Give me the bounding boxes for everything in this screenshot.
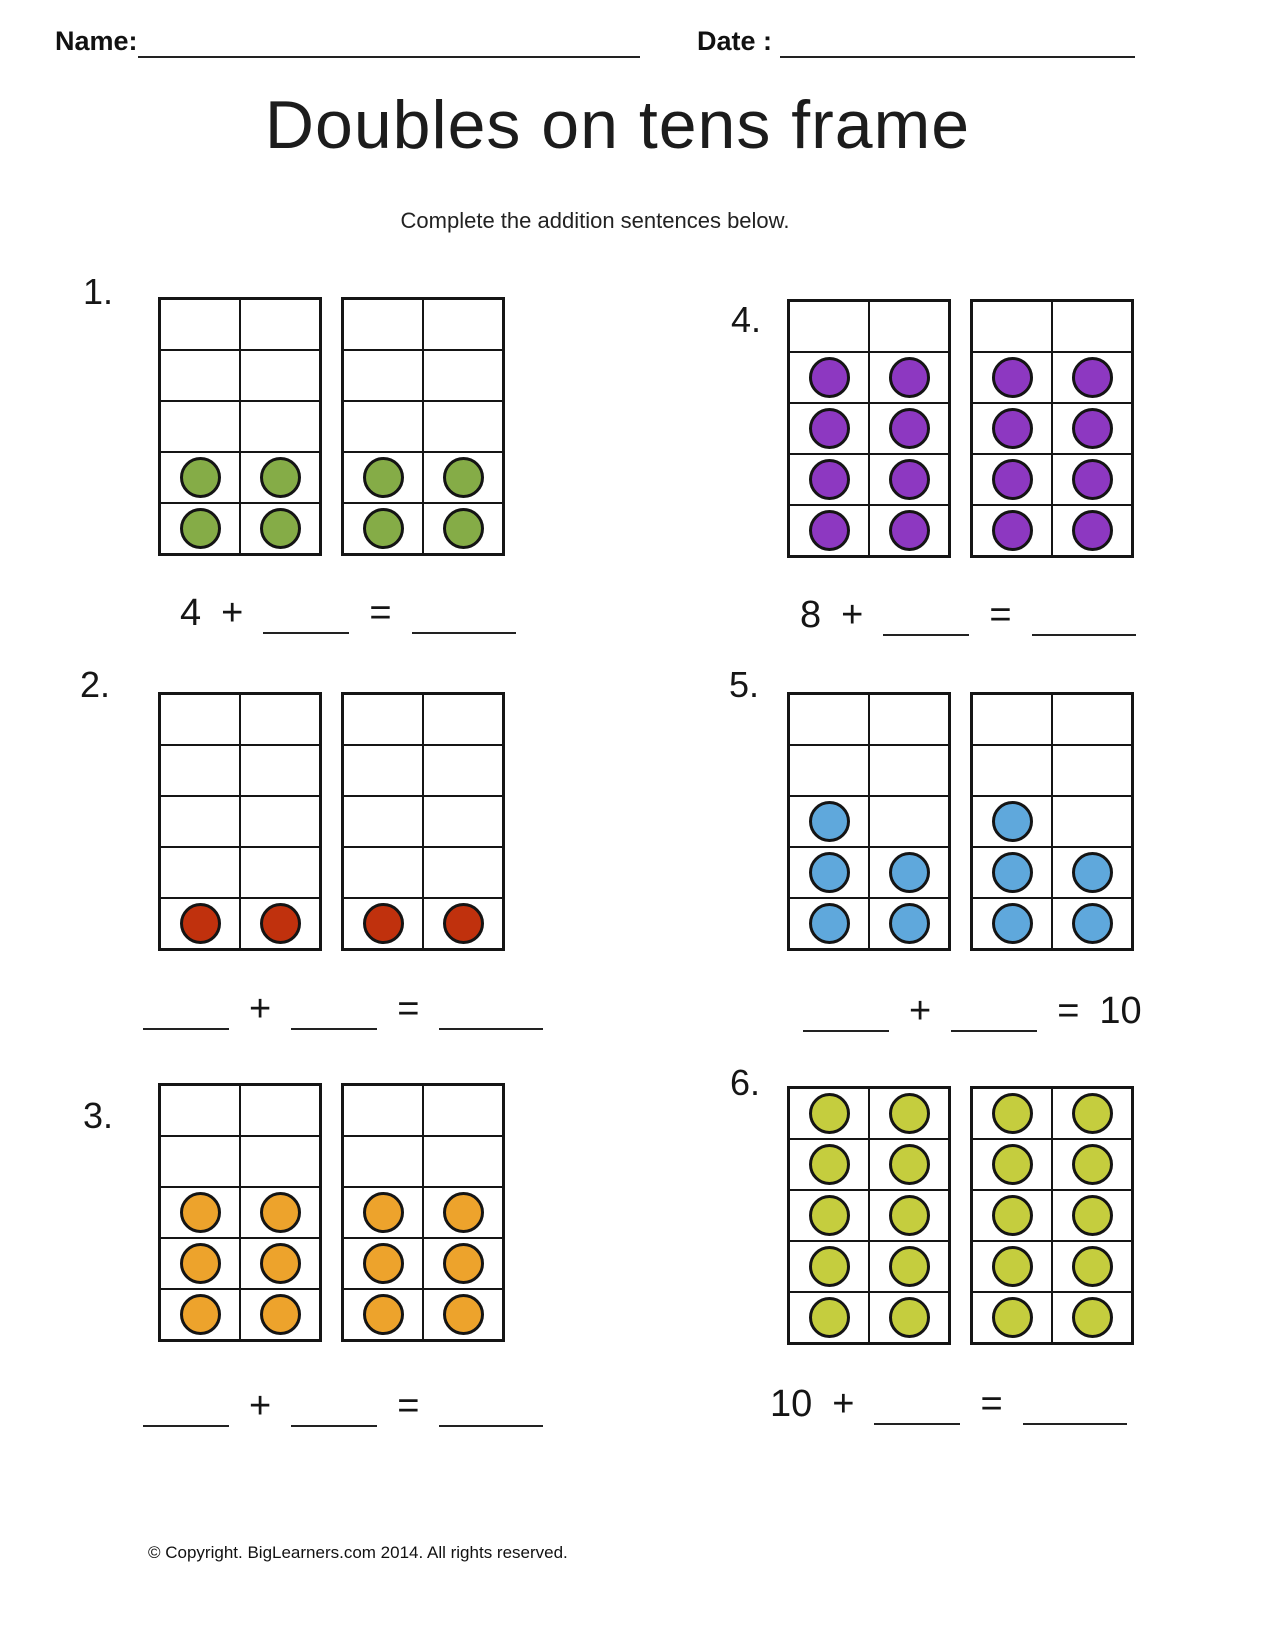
counter-dot (443, 1243, 484, 1284)
counter-dot (260, 1294, 301, 1335)
problem-5 (729, 664, 1134, 951)
instructions-text: Complete the addition sentences below. (400, 208, 790, 233)
frame-cell (344, 1137, 422, 1186)
counter-dot (260, 1243, 301, 1284)
counter-dot (992, 357, 1033, 398)
frame-cell (241, 1188, 319, 1237)
name-label: Name: (55, 26, 138, 56)
counter-dot (1072, 1144, 1113, 1185)
frame-cell (241, 848, 319, 897)
counter-dot (809, 1246, 850, 1287)
frame-cell (161, 1239, 239, 1288)
counter-dot (260, 903, 301, 944)
frame-cell (1053, 353, 1131, 402)
frame-cell (241, 453, 319, 502)
frame-cell (1053, 848, 1131, 897)
counter-dot (1072, 1195, 1113, 1236)
frame-cell (161, 1188, 239, 1237)
frame-cell (870, 1140, 948, 1189)
frame-cell (1053, 1140, 1131, 1189)
frame-cell (790, 899, 868, 948)
counter-dot (180, 1192, 221, 1233)
frame-cell (790, 506, 868, 555)
counter-dot (992, 408, 1033, 449)
tens-frame-right (341, 692, 505, 951)
frame-cell (870, 1089, 948, 1138)
answer-blank (883, 592, 969, 636)
frame-cell (973, 746, 1051, 795)
problem-number: 5. (729, 664, 760, 705)
frame-cell (241, 1086, 319, 1135)
frame-cell (870, 746, 948, 795)
counter-dot (809, 510, 850, 551)
answer-blank (263, 590, 349, 634)
frame-cell (790, 1140, 868, 1189)
counter-dot (992, 1246, 1033, 1287)
frame-cell (344, 300, 422, 349)
tens-frames-row (158, 297, 505, 556)
tens-frame-right (970, 299, 1134, 558)
counter-dot (1072, 510, 1113, 551)
plus-sign: + (249, 988, 272, 1031)
counter-dot (180, 1243, 221, 1284)
frame-cell (241, 1137, 319, 1186)
frame-cell (870, 899, 948, 948)
frame-cell (424, 848, 502, 897)
frame-cell (790, 455, 868, 504)
frame-cell (344, 746, 422, 795)
addition-sentence-1 (180, 590, 516, 634)
frame-cell (870, 1293, 948, 1342)
counter-dot (443, 903, 484, 944)
frame-cell (424, 453, 502, 502)
frame-cell (790, 695, 868, 744)
counter-dot (260, 508, 301, 549)
name-blank-line (138, 56, 640, 58)
counter-dot (1072, 1093, 1113, 1134)
frame-cell (973, 797, 1051, 846)
frame-cell (790, 848, 868, 897)
counter-dot (889, 1093, 930, 1134)
frame-cell (161, 848, 239, 897)
plus-sign: + (221, 592, 244, 635)
frame-cell (790, 746, 868, 795)
frame-cell (870, 455, 948, 504)
frame-cell (424, 1137, 502, 1186)
equals-sign: = (980, 1383, 1003, 1426)
counter-dot (992, 510, 1033, 551)
counter-dot (363, 1192, 404, 1233)
frame-cell (424, 1290, 502, 1339)
addition-sentence-6 (770, 1381, 1127, 1425)
frame-cell (870, 404, 948, 453)
frame-cell (344, 1290, 422, 1339)
tens-frame-right (341, 1083, 505, 1342)
counter-dot (180, 903, 221, 944)
equals-sign: = (397, 1385, 420, 1428)
frame-cell (973, 506, 1051, 555)
frame-cell (790, 797, 868, 846)
frame-cell (790, 1191, 868, 1240)
plus-sign: + (249, 1385, 272, 1428)
answer-blank (803, 988, 889, 1032)
frame-cell (1053, 797, 1131, 846)
counter-dot (889, 510, 930, 551)
frame-cell (161, 1290, 239, 1339)
frame-cell (1053, 695, 1131, 744)
counter-dot (889, 1297, 930, 1338)
frame-cell (1053, 506, 1131, 555)
problem-4 (731, 299, 1134, 558)
counter-dot (809, 903, 850, 944)
addend-1: 10 (770, 1383, 813, 1426)
counter-dot (180, 1294, 221, 1335)
answer-blank (291, 1383, 377, 1427)
counter-dot (889, 1195, 930, 1236)
tens-frame-left (787, 299, 951, 558)
answer-blank (439, 1383, 543, 1427)
counter-dot (1072, 408, 1113, 449)
counter-dot (889, 852, 930, 893)
frame-cell (344, 1188, 422, 1237)
problem-1 (83, 271, 505, 556)
counter-dot (992, 801, 1033, 842)
frame-cell (870, 506, 948, 555)
counter-dot (1072, 903, 1113, 944)
frame-cell (241, 1239, 319, 1288)
frame-cell (1053, 899, 1131, 948)
frame-cell (1053, 746, 1131, 795)
counter-dot (1072, 1246, 1113, 1287)
frame-cell (161, 300, 239, 349)
copyright-text: © Copyright. BigLearners.com 2014. All rights reserved. (148, 1543, 568, 1562)
counter-dot (889, 408, 930, 449)
answer-blank (143, 986, 229, 1030)
frame-cell (344, 848, 422, 897)
frame-cell (424, 1239, 502, 1288)
frame-cell (790, 1293, 868, 1342)
frame-cell (161, 797, 239, 846)
tens-frames-row (787, 1086, 1134, 1345)
counter-dot (363, 508, 404, 549)
frame-cell (1053, 1293, 1131, 1342)
counter-dot (809, 1144, 850, 1185)
frame-cell (424, 797, 502, 846)
tens-frame-right (970, 692, 1134, 951)
frame-cell (161, 695, 239, 744)
frame-cell (424, 899, 502, 948)
frame-cell (973, 455, 1051, 504)
counter-dot (889, 357, 930, 398)
counter-dot (809, 408, 850, 449)
answer-blank (1023, 1381, 1127, 1425)
counter-dot (889, 1144, 930, 1185)
frame-cell (344, 695, 422, 744)
counter-dot (889, 903, 930, 944)
frame-cell (973, 1140, 1051, 1189)
frame-cell (870, 797, 948, 846)
problem-2 (80, 664, 505, 951)
frame-cell (424, 746, 502, 795)
frame-cell (1053, 1191, 1131, 1240)
frame-cell (424, 402, 502, 451)
addition-sentence-2 (143, 986, 543, 1030)
counter-dot (363, 1243, 404, 1284)
frame-cell (973, 1293, 1051, 1342)
frame-cell (1053, 1242, 1131, 1291)
addition-sentence-3 (143, 1383, 543, 1427)
counter-dot (260, 1192, 301, 1233)
frame-cell (870, 1191, 948, 1240)
frame-cell (241, 746, 319, 795)
frame-cell (870, 302, 948, 351)
frame-cell (161, 899, 239, 948)
problem-3 (83, 1083, 505, 1342)
tens-frames-row (787, 692, 1134, 951)
answer-blank (439, 986, 543, 1030)
frame-cell (790, 1242, 868, 1291)
frame-cell (241, 1290, 319, 1339)
frame-cell (344, 453, 422, 502)
plus-sign: + (841, 594, 864, 637)
frame-cell (790, 1089, 868, 1138)
counter-dot (443, 1192, 484, 1233)
frame-cell (241, 351, 319, 400)
frame-cell (161, 351, 239, 400)
counter-dot (992, 1144, 1033, 1185)
problem-number: 1. (83, 271, 114, 312)
frame-cell (973, 899, 1051, 948)
frame-cell (424, 300, 502, 349)
frame-cell (424, 1086, 502, 1135)
counter-dot (1072, 459, 1113, 500)
tens-frame-left (158, 297, 322, 556)
counter-dot (1072, 1297, 1113, 1338)
frame-cell (241, 695, 319, 744)
addition-sentence-5 (803, 988, 1142, 1032)
frame-cell (1053, 404, 1131, 453)
frame-cell (973, 695, 1051, 744)
frame-cell (161, 453, 239, 502)
counter-dot (443, 457, 484, 498)
frame-cell (870, 353, 948, 402)
counter-dot (1072, 357, 1113, 398)
counter-dot (992, 1195, 1033, 1236)
counter-dot (809, 1195, 850, 1236)
frame-cell (424, 695, 502, 744)
frame-cell (973, 1089, 1051, 1138)
frame-cell (973, 302, 1051, 351)
frame-cell (161, 1137, 239, 1186)
answer-blank (291, 986, 377, 1030)
plus-sign: + (909, 990, 932, 1033)
counter-dot (363, 903, 404, 944)
answer-blank (1032, 592, 1136, 636)
tens-frames-row (158, 1083, 505, 1342)
frame-cell (870, 1242, 948, 1291)
frame-cell (973, 404, 1051, 453)
answer-blank (412, 590, 516, 634)
page-title: Doubles on tens frame (264, 87, 971, 163)
date-label: Date : (697, 26, 773, 56)
frame-cell (1053, 1089, 1131, 1138)
counter-dot (809, 1093, 850, 1134)
date-blank-line (780, 56, 1135, 58)
frame-cell (424, 351, 502, 400)
frame-cell (241, 899, 319, 948)
addition-sentence-4 (800, 592, 1136, 636)
equals-sign: = (1057, 990, 1080, 1033)
frame-cell (161, 402, 239, 451)
counter-dot (992, 852, 1033, 893)
equals-sign: = (369, 592, 392, 635)
frame-cell (1053, 302, 1131, 351)
frame-cell (241, 797, 319, 846)
frame-cell (161, 746, 239, 795)
counter-dot (809, 459, 850, 500)
frame-cell (161, 1086, 239, 1135)
frame-cell (870, 848, 948, 897)
frame-cell (344, 1239, 422, 1288)
frame-cell (241, 300, 319, 349)
counter-dot (889, 1246, 930, 1287)
frame-cell (344, 351, 422, 400)
frame-cell (344, 504, 422, 553)
tens-frames-row (787, 299, 1134, 558)
counter-dot (889, 459, 930, 500)
frame-cell (870, 695, 948, 744)
problem-number: 4. (731, 299, 762, 340)
frame-cell (973, 353, 1051, 402)
tens-frame-left (158, 1083, 322, 1342)
addend-1: 4 (180, 592, 202, 635)
sum-value: 10 (1099, 990, 1142, 1033)
counter-dot (992, 903, 1033, 944)
plus-sign: + (832, 1383, 855, 1426)
frame-cell (241, 402, 319, 451)
frame-cell (973, 1242, 1051, 1291)
counter-dot (992, 1093, 1033, 1134)
frame-cell (790, 302, 868, 351)
frame-cell (344, 402, 422, 451)
answer-blank (874, 1381, 960, 1425)
problem-number: 6. (730, 1062, 761, 1103)
frame-cell (344, 1086, 422, 1135)
frame-cell (973, 1191, 1051, 1240)
frame-cell (344, 899, 422, 948)
tens-frame-right (970, 1086, 1134, 1345)
frame-cell (344, 797, 422, 846)
frame-cell (424, 504, 502, 553)
counter-dot (809, 357, 850, 398)
tens-frame-left (158, 692, 322, 951)
problem-6 (730, 1062, 1134, 1345)
frame-cell (161, 504, 239, 553)
equals-sign: = (989, 594, 1012, 637)
counter-dot (809, 852, 850, 893)
counter-dot (992, 1297, 1033, 1338)
counter-dot (363, 457, 404, 498)
tens-frames-row (158, 692, 505, 951)
frame-cell (424, 1188, 502, 1237)
counter-dot (363, 1294, 404, 1335)
frame-cell (790, 404, 868, 453)
frame-cell (241, 504, 319, 553)
counter-dot (443, 1294, 484, 1335)
counter-dot (180, 508, 221, 549)
tens-frame-left (787, 692, 951, 951)
counter-dot (992, 459, 1033, 500)
equals-sign: = (397, 988, 420, 1031)
counter-dot (1072, 852, 1113, 893)
tens-frame-left (787, 1086, 951, 1345)
counter-dot (260, 457, 301, 498)
frame-cell (790, 353, 868, 402)
problem-number: 3. (83, 1095, 114, 1136)
addend-1: 8 (800, 594, 822, 637)
problem-number: 2. (80, 664, 111, 705)
answer-blank (143, 1383, 229, 1427)
tens-frame-right (341, 297, 505, 556)
counter-dot (809, 801, 850, 842)
frame-cell (1053, 455, 1131, 504)
answer-blank (951, 988, 1037, 1032)
counter-dot (443, 508, 484, 549)
counter-dot (180, 457, 221, 498)
counter-dot (809, 1297, 850, 1338)
frame-cell (973, 848, 1051, 897)
